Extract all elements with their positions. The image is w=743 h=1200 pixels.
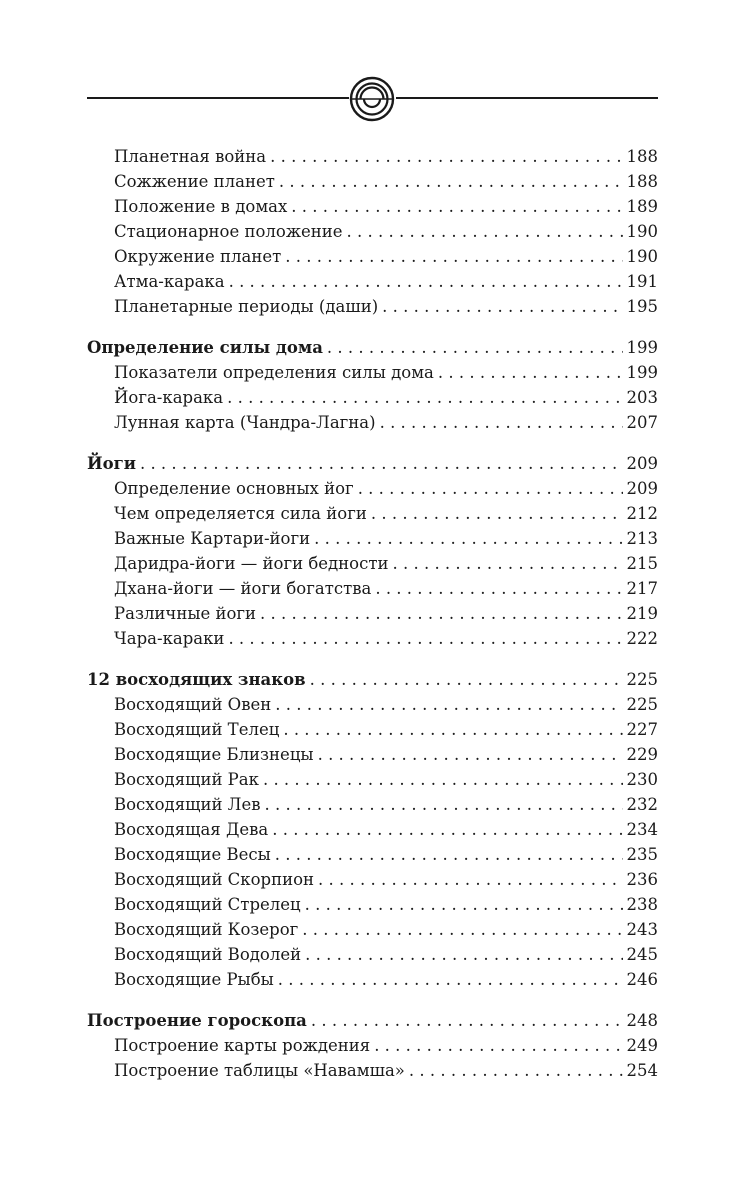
toc-entry[interactable] xyxy=(87,692,658,717)
toc-entry[interactable] xyxy=(87,1033,658,1058)
dot-leader xyxy=(285,244,622,269)
dot-leader xyxy=(327,335,623,360)
toc-entry-label: Восходящий Лев xyxy=(114,795,261,814)
toc-entry[interactable] xyxy=(87,576,658,601)
page-number: 188 xyxy=(626,147,658,166)
toc-entry[interactable] xyxy=(87,742,658,767)
page-number: 219 xyxy=(626,604,658,623)
dot-leader xyxy=(291,194,622,219)
page-number: 235 xyxy=(626,845,658,864)
page-number: 225 xyxy=(626,670,658,689)
page-number: 238 xyxy=(626,895,658,914)
toc-entry[interactable] xyxy=(87,194,658,219)
page-number: 243 xyxy=(626,920,658,939)
page-number: 188 xyxy=(626,172,658,191)
toc-entry-label: Построение карты рождения xyxy=(114,1036,371,1055)
toc-entry-label: Сожжение планет xyxy=(114,172,275,191)
dot-leader xyxy=(275,692,622,717)
page-number: 254 xyxy=(626,1061,658,1080)
page-number: 229 xyxy=(626,745,658,764)
toc-entry-label: Окружение планет xyxy=(114,247,282,266)
dot-leader xyxy=(311,1008,623,1033)
dot-leader xyxy=(318,867,622,892)
page-number: 248 xyxy=(626,1011,658,1030)
toc-entry[interactable] xyxy=(87,942,658,967)
toc-heading-label: 12 восходящих знаков xyxy=(87,670,306,689)
toc-entry[interactable] xyxy=(87,601,658,626)
dot-leader xyxy=(358,476,623,501)
toc-entry-label: Восходящие Рыбы xyxy=(114,970,274,989)
header-rule-left xyxy=(87,97,349,99)
page-number: 189 xyxy=(626,197,658,216)
toc-entry-label: Восходящие Близнецы xyxy=(114,745,314,764)
dot-leader xyxy=(302,917,622,942)
toc-entry-label: Восходящий Рак xyxy=(114,770,259,789)
page-number: 203 xyxy=(626,388,658,407)
dot-leader xyxy=(318,742,623,767)
toc-entry-label: Восходящий Телец xyxy=(114,720,280,739)
toc-entry[interactable] xyxy=(87,526,658,551)
toc-entry[interactable] xyxy=(87,767,658,792)
toc-entry-label: Построение таблицы «Навамша» xyxy=(114,1061,405,1080)
dot-leader xyxy=(283,717,622,742)
toc-entry[interactable] xyxy=(87,244,658,269)
dot-leader xyxy=(275,842,623,867)
toc-entry[interactable] xyxy=(87,410,658,435)
dot-leader xyxy=(392,551,622,576)
page-number: 195 xyxy=(626,297,658,316)
dot-leader xyxy=(305,892,623,917)
toc-section-heading[interactable] xyxy=(87,335,658,360)
page-number: 236 xyxy=(626,870,658,889)
dot-leader xyxy=(380,410,623,435)
page-number: 227 xyxy=(626,720,658,739)
toc-entry-label: Восходящий Водолей xyxy=(114,945,302,964)
dot-leader xyxy=(438,360,623,385)
toc-heading-label: Йоги xyxy=(87,454,136,473)
toc-entry-label: Восходящий Козерог xyxy=(114,920,299,939)
toc-section xyxy=(87,451,658,651)
page-number: 225 xyxy=(626,695,658,714)
page-number: 207 xyxy=(626,413,658,432)
dot-leader xyxy=(140,451,623,476)
toc-entry-label: Планетная война xyxy=(114,147,267,166)
toc-entry-label: Чем определяется сила йоги xyxy=(114,504,367,523)
page-number: 232 xyxy=(626,795,658,814)
dot-leader xyxy=(371,501,623,526)
toc-entry-label: Определение основных йог xyxy=(114,479,354,498)
toc-entry[interactable] xyxy=(87,1058,658,1083)
toc-entry-label: Восходящий Скорпион xyxy=(114,870,315,889)
toc-entry-label: Йога-карака xyxy=(114,388,224,407)
page-number: 215 xyxy=(626,554,658,573)
page-number: 209 xyxy=(626,479,658,498)
toc-section-heading[interactable] xyxy=(87,667,658,692)
toc-entry-label: Атма-карака xyxy=(114,272,225,291)
page-number: 190 xyxy=(626,222,658,241)
toc-entry-label: Восходящие Весы xyxy=(114,845,271,864)
toc-section-heading[interactable] xyxy=(87,451,658,476)
toc-entry-label: Чара-караки xyxy=(114,629,225,648)
dot-leader xyxy=(375,576,622,601)
dot-leader xyxy=(314,526,622,551)
toc-section xyxy=(87,335,658,435)
dot-leader xyxy=(382,294,622,319)
toc-entry[interactable] xyxy=(87,360,658,385)
dot-leader xyxy=(305,942,622,967)
toc-entry-label: Дхана-йоги — йоги богатства xyxy=(114,579,372,598)
page-number: 246 xyxy=(626,970,658,989)
toc-entry[interactable] xyxy=(87,501,658,526)
toc-entry[interactable] xyxy=(87,892,658,917)
toc-entry-label: Планетарные периоды (даши) xyxy=(114,297,379,316)
toc-entry[interactable] xyxy=(87,294,658,319)
dot-leader xyxy=(263,767,623,792)
page-number: 234 xyxy=(626,820,658,839)
page-number: 222 xyxy=(626,629,658,648)
page-number: 213 xyxy=(626,529,658,548)
toc-heading-label: Определение силы дома xyxy=(87,338,323,357)
dot-leader xyxy=(279,169,623,194)
page-number: 217 xyxy=(626,579,658,598)
toc-entry[interactable] xyxy=(87,476,658,501)
page-number: 212 xyxy=(626,504,658,523)
toc-entry[interactable] xyxy=(87,385,658,410)
toc-entry[interactable] xyxy=(87,626,658,651)
toc-entry-label: Восходящая Дева xyxy=(114,820,269,839)
toc-section xyxy=(87,667,658,992)
toc-entry-label: Восходящий Овен xyxy=(114,695,272,714)
toc-heading-label: Построение гороскопа xyxy=(87,1011,307,1030)
header-rule-right xyxy=(396,97,658,99)
toc-entry[interactable] xyxy=(87,967,658,992)
toc-entry[interactable] xyxy=(87,917,658,942)
toc-entry-label: Даридра-йоги — йоги бедности xyxy=(114,554,389,573)
dot-leader xyxy=(310,667,623,692)
toc-entry-label: Показатели определения силы дома xyxy=(114,363,434,382)
toc-section-heading[interactable] xyxy=(87,1008,658,1033)
page-number: 191 xyxy=(626,272,658,291)
toc-entry-label: Лунная карта (Чандра-Лагна) xyxy=(114,413,376,432)
dot-leader xyxy=(260,601,622,626)
toc-entry-label: Важные Картари-йоги xyxy=(114,529,311,548)
dot-leader xyxy=(278,967,623,992)
toc-entry[interactable] xyxy=(87,792,658,817)
dot-leader xyxy=(229,269,623,294)
dot-leader xyxy=(227,385,622,410)
dot-leader xyxy=(270,144,622,169)
page-number: 199 xyxy=(626,363,658,382)
toc-entry[interactable] xyxy=(87,144,658,169)
toc-entry[interactable] xyxy=(87,717,658,742)
page-number: 230 xyxy=(626,770,658,789)
dot-leader xyxy=(228,626,622,651)
toc-entry-label: Восходящий Стрелец xyxy=(114,895,301,914)
toc-entry[interactable] xyxy=(87,817,658,842)
page-number: 249 xyxy=(626,1036,658,1055)
toc-entry[interactable] xyxy=(87,551,658,576)
toc-entry[interactable] xyxy=(87,867,658,892)
toc-entry-label: Стационарное положение xyxy=(114,222,343,241)
toc-entry[interactable] xyxy=(87,219,658,244)
page-number: 199 xyxy=(626,338,658,357)
toc-section xyxy=(87,144,658,319)
dot-leader xyxy=(347,219,623,244)
toc-entry[interactable] xyxy=(87,842,658,867)
page-number: 190 xyxy=(626,247,658,266)
page-number: 209 xyxy=(626,454,658,473)
ornament-icon xyxy=(348,75,396,123)
toc-section xyxy=(87,1008,658,1083)
table-of-contents xyxy=(87,144,658,1099)
page-number: 245 xyxy=(626,945,658,964)
dot-leader xyxy=(265,792,623,817)
dot-leader xyxy=(409,1058,623,1083)
dot-leader xyxy=(272,817,622,842)
toc-entry-label: Положение в домах xyxy=(114,197,288,216)
toc-entry-label: Различные йоги xyxy=(114,604,257,623)
toc-entry[interactable] xyxy=(87,269,658,294)
dot-leader xyxy=(374,1033,622,1058)
toc-entry[interactable] xyxy=(87,169,658,194)
